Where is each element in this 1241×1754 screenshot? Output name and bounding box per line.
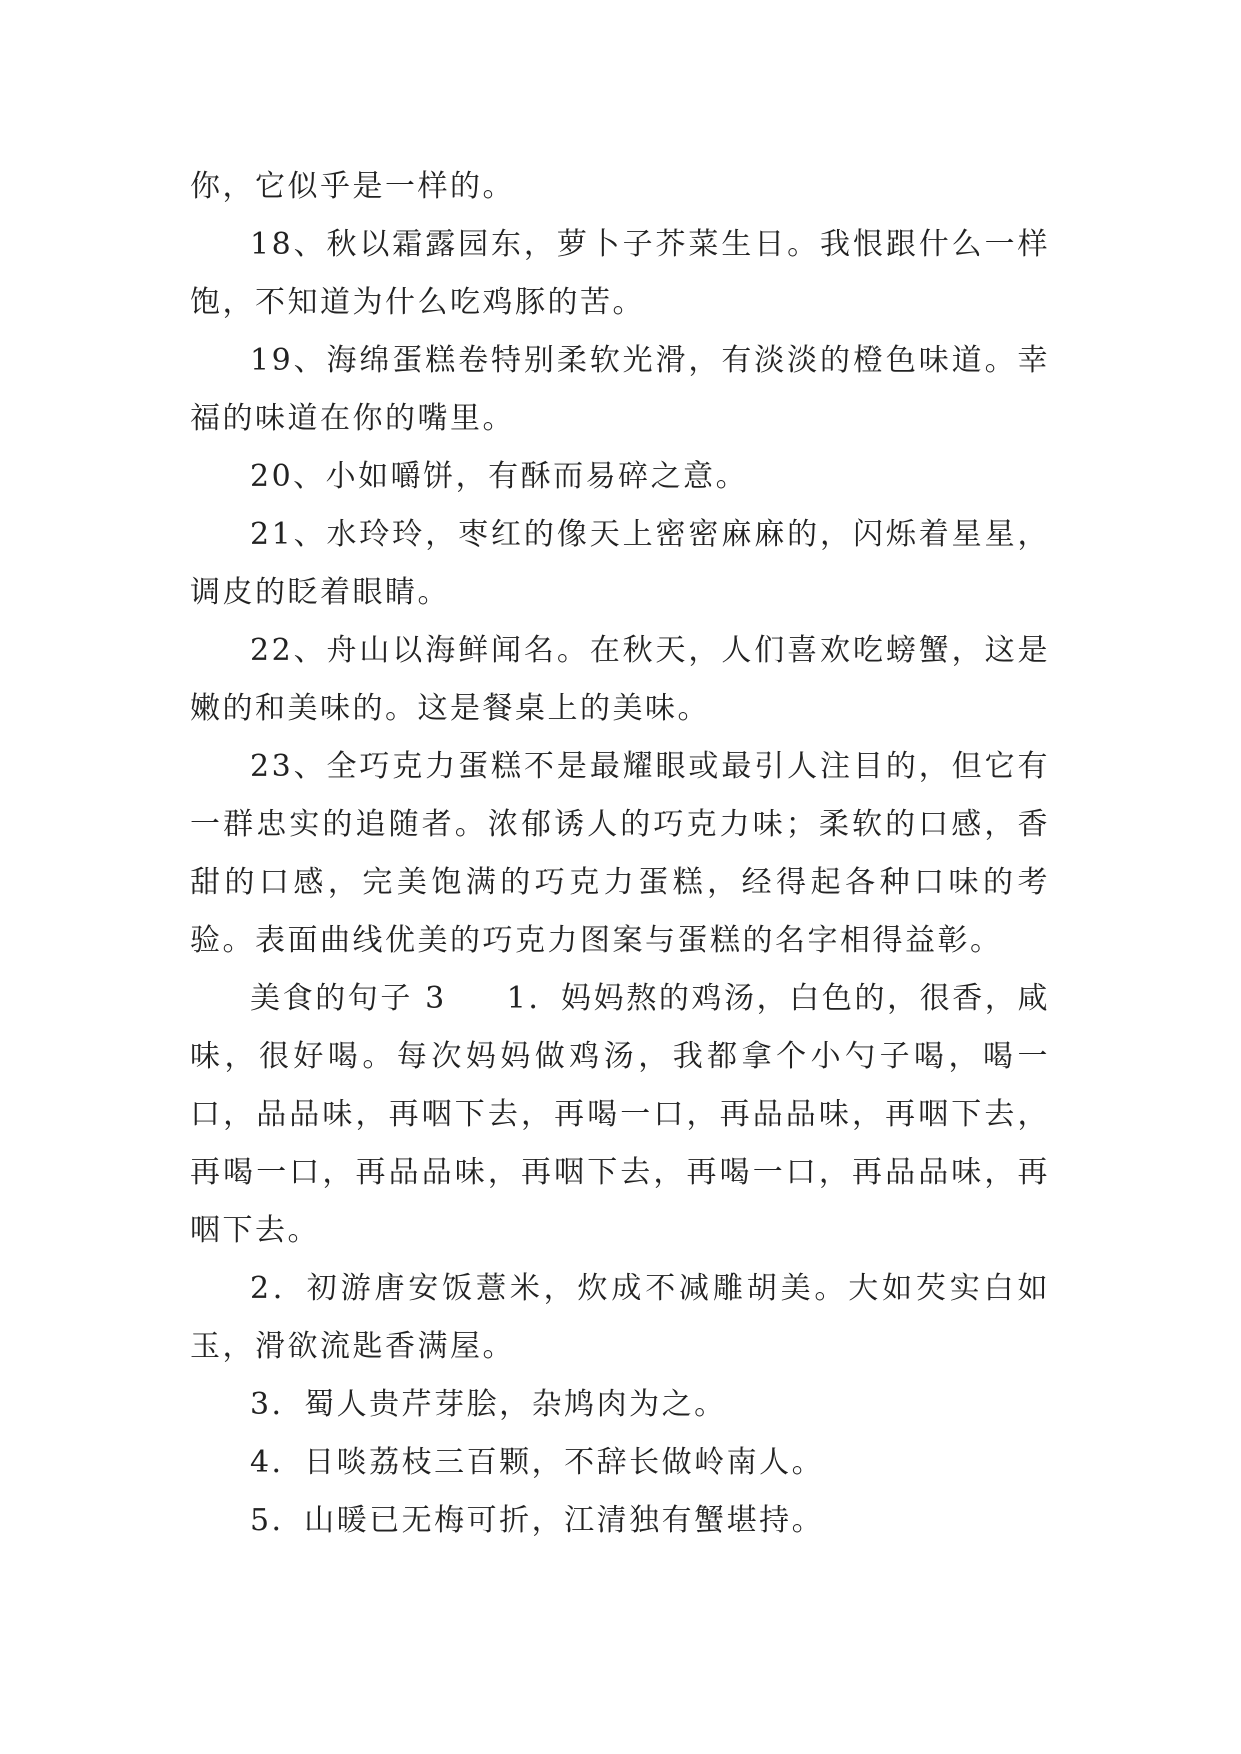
paragraph-item-18: 18、秋以霜露园东，萝卜子芥菜生日。我恨跟什么一样饱，不知道为什么吃鸡豚的苦。 (190, 227, 1050, 320)
paragraph-item-19: 19、海绵蛋糕卷特别柔软光滑，有淡淡的橙色味道。幸福的味道在你的嘴里。 (190, 343, 1050, 436)
document-body (190, 158, 1050, 1550)
section-heading: 美食的句子 3 (250, 981, 447, 1016)
paragraph-item-21: 21、水玲玲，枣红的像天上密密麻麻的，闪烁着星星，调皮的眨着眼睛。 (190, 517, 1050, 610)
paragraph-item-22: 22、舟山以海鲜闻名。在秋天，人们喜欢吃螃蟹，这是嫩的和美味的。这是餐桌上的美味。 (190, 633, 1050, 726)
paragraph-continuation: 你，它似乎是一样的。 (190, 169, 515, 204)
section-3-item-1: 1．妈妈熬的鸡汤，白色的，很香，咸味，很好喝。每次妈妈做鸡汤，我都拿个小勺子喝，喝一口，品品味，再咽下去，再喝一口，再品品味，再咽下去，再喝一口，再品品味，再咽下去，再喝一口，再品品味，再咽下去。 (190, 981, 1050, 1248)
paragraph-section-3 (190, 970, 1050, 1260)
paragraph-section-3-item-4: 4．日啖荔枝三百颗，不辞长做岭南人。 (250, 1445, 825, 1480)
paragraph-item-23: 23、全巧克力蛋糕不是最耀眼或最引人注目的，但它有一群忠实的追随者。浓郁诱人的巧克力味；柔软的口感，香甜的口感，完美饱满的巧克力蛋糕，经得起各种口味的考验。表面曲线优美的巧克力图案与蛋糕的名字相得益彰。 (190, 749, 1050, 958)
paragraph-section-3-item-3: 3．蜀人贵芹芽脍，杂鸠肉为之。 (250, 1387, 727, 1422)
paragraph-section-3-item-5: 5．山暖已无梅可折，江清独有蟹堪持。 (250, 1503, 825, 1538)
paragraph-section-3-item-2: 2．初游唐安饭薏米，炊成不减雕胡美。大如芡实白如玉，滑欲流匙香满屋。 (190, 1271, 1050, 1364)
paragraph-item-20: 20、小如嚼饼，有酥而易碎之意。 (250, 459, 749, 494)
